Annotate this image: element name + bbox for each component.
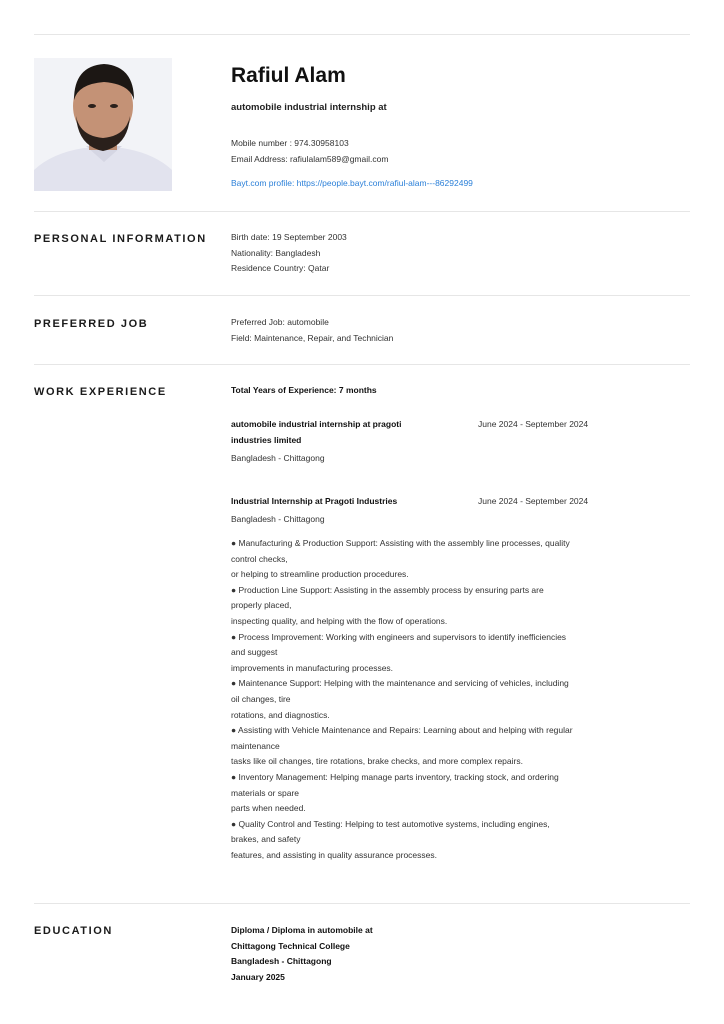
institution: Chittagong Technical College	[231, 941, 350, 951]
section-heading-personal: PERSONAL INFORMATION	[34, 233, 207, 245]
preferred-job: Preferred Job: automobile	[231, 317, 329, 327]
job-description	[231, 536, 573, 863]
description-line: ● Production Line Support: Assisting in the assembly process by ensuring parts are	[231, 584, 544, 595]
job-dates: June 2024 - September 2024	[478, 419, 589, 429]
birth-date: Birth date: 19 September 2003	[231, 232, 347, 242]
divider-work	[34, 903, 690, 904]
description-line: rotations, and diagnostics.	[231, 709, 330, 720]
description-line: properly placed,	[231, 600, 292, 611]
description-line: maintenance	[231, 740, 280, 751]
profile-photo	[34, 58, 172, 191]
divider-header	[34, 211, 690, 212]
job-dates: June 2024 - September 2024	[478, 496, 589, 506]
job-title: automobile industrial internship at pragoti	[231, 419, 402, 429]
description-line: brakes, and safety	[231, 834, 301, 845]
email-address: Email Address: rafiulalam589@gmail.com	[231, 154, 389, 164]
description-line: improvements in manufacturing processes.	[231, 662, 394, 673]
section-heading-education: EDUCATION	[34, 925, 113, 937]
profile-link[interactable]: Bayt.com profile: https://people.bayt.com/rafiul-alam---86292499	[231, 178, 473, 188]
divider-top	[34, 34, 690, 35]
description-line: inspecting quality, and helping with the flow of operations.	[231, 615, 448, 626]
job-title-continued: industries limited	[231, 435, 302, 445]
description-line: or helping to streamline production procedures.	[231, 569, 409, 580]
description-line: oil changes, tire	[231, 693, 291, 704]
preferred-field: Field: Maintenance, Repair, and Technician	[231, 333, 394, 343]
education-location: Bangladesh - Chittagong	[231, 956, 332, 966]
description-line: ● Maintenance Support: Helping with the maintenance and servicing of vehicles, including	[231, 678, 569, 689]
section-heading-work-experience: WORK EXPERIENCE	[34, 386, 167, 398]
degree: Diploma / Diploma in automobile at	[231, 925, 373, 935]
mobile-number: Mobile number : 974.30958103	[231, 138, 349, 148]
description-line: materials or spare	[231, 787, 300, 798]
graduation-date: January 2025	[231, 972, 285, 982]
headline: automobile industrial internship at	[231, 102, 387, 113]
description-line: ● Manufacturing & Production Support: Assisting with the assembly line processes, quality	[231, 538, 570, 548]
description-line: ● Assisting with Vehicle Maintenance and Repairs: Learning about and helping with regular	[231, 725, 573, 736]
description-line: tasks like oil changes, tire rotations, brake checks, and more complex repairs.	[231, 756, 523, 767]
job-title: Industrial Internship at Pragoti Industries	[231, 496, 398, 506]
residence-country: Residence Country: Qatar	[231, 263, 330, 273]
description-line: and suggest	[231, 647, 278, 658]
description-line: features, and assisting in quality assurance processes.	[231, 849, 438, 860]
description-line: parts when needed.	[231, 803, 306, 814]
description-line: control checks,	[231, 553, 288, 564]
candidate-name: Rafiul Alam	[231, 64, 346, 87]
divider-preferred	[34, 364, 690, 365]
total-experience: Total Years of Experience: 7 months	[231, 385, 377, 395]
divider-personal	[34, 295, 690, 296]
description-line: ● Process Improvement: Working with engineers and supervisors to identify inefficiencies	[231, 631, 567, 642]
description-line: ● Inventory Management: Helping manage parts inventory, tracking stock, and ordering	[231, 771, 559, 782]
description-line: ● Quality Control and Testing: Helping to test automotive systems, including engines,	[231, 818, 550, 829]
job-location: Bangladesh - Chittagong	[231, 453, 325, 463]
job-location: Bangladesh - Chittagong	[231, 514, 325, 524]
section-heading-preferred-job: PREFERRED JOB	[34, 318, 149, 330]
nationality: Nationality: Bangladesh	[231, 248, 321, 258]
person-avatar-icon	[34, 58, 172, 191]
